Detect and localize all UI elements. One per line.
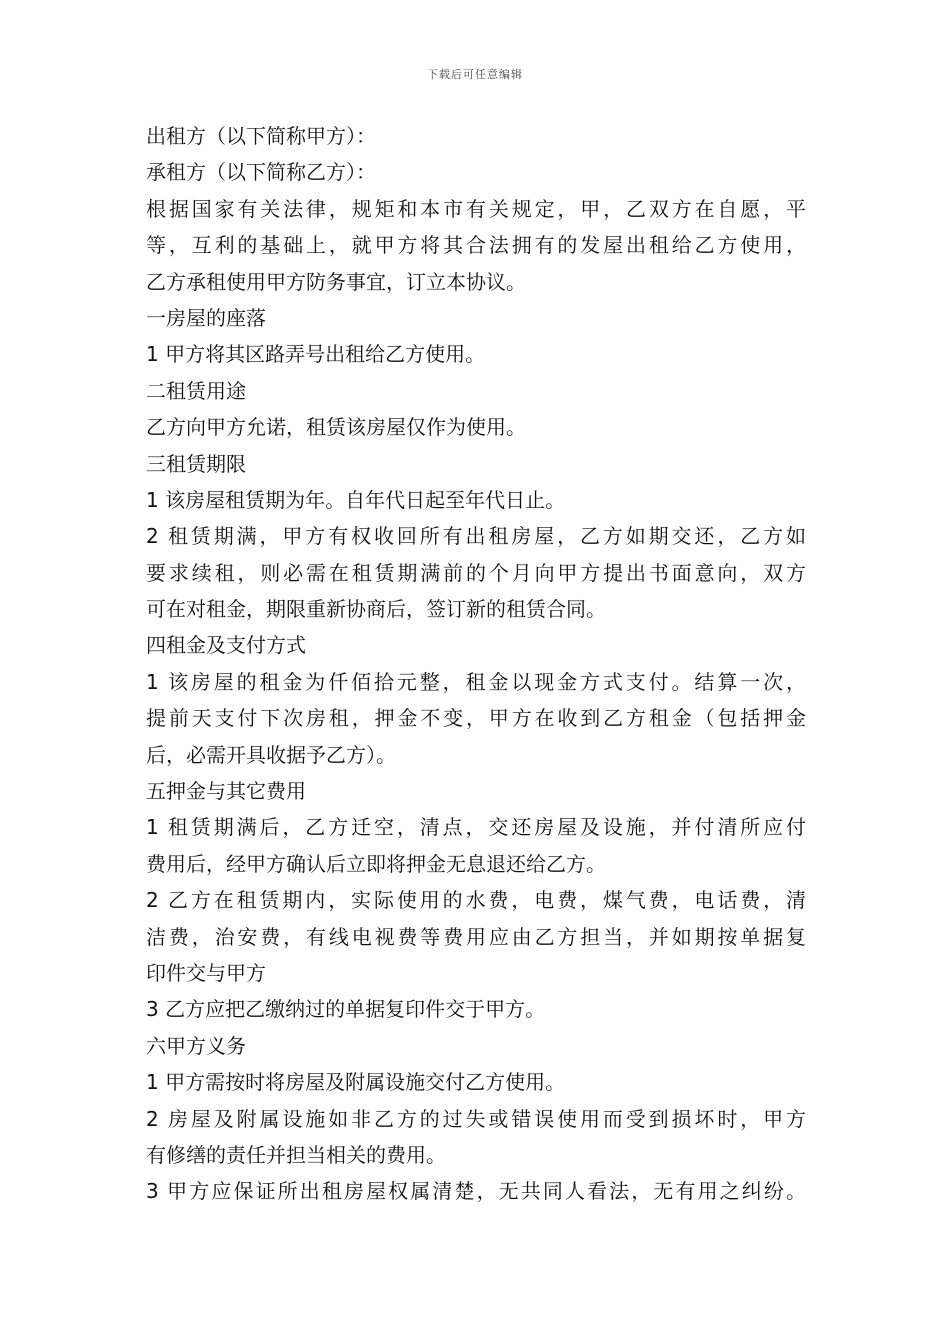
document-line: 3 甲方应保证所出租房屋权属清楚，无共同人看法，无有用之纠纷。	[146, 1179, 806, 1204]
document-line: 一房屋的座落	[146, 305, 266, 330]
document-line: 1 甲方需按时将房屋及附属设施交付乙方使用。	[146, 1070, 566, 1095]
document-line: 乙方向甲方允诺，租赁该房屋仅作为使用。	[146, 415, 526, 440]
document-line: 2 乙方在租赁期内，实际使用的水费，电费，煤气费，电话费，清	[146, 888, 806, 913]
document-line: 出租方（以下简称甲方）：	[146, 124, 376, 148]
document-line: 承租方（以下简称乙方）：	[146, 160, 376, 185]
document-line: 可在对租金，期限重新协商后，签订新的租赁合同。	[146, 597, 606, 622]
document-line: 1 租赁期满后，乙方迁空，清点，交还房屋及设施，并付清所应付	[146, 815, 806, 840]
document-line: 2 租赁期满，甲方有权收回所有出租房屋，乙方如期交还，乙方如	[146, 524, 806, 549]
document-line: 根据国家有关法律，规矩和本市有关规定，甲，乙双方在自愿，平	[146, 196, 806, 221]
document-line: 乙方承租使用甲方防务事宜，订立本协议。	[146, 269, 526, 294]
document-line: 1 甲方将其区路弄号出租给乙方使用。	[146, 342, 486, 367]
page-header: 下载后可任意编辑	[427, 68, 523, 81]
document-line: 1 该房屋的租金为仟佰拾元整，租金以现金方式支付。结算一次，	[146, 669, 806, 694]
document-line: 四租金及支付方式	[146, 633, 306, 658]
document-line: 要求续租，则必需在租赁期满前的个月向甲方提出书面意向，双方	[146, 560, 806, 585]
document-line: 五押金与其它费用	[146, 779, 306, 804]
document-line: 有修缮的责任并担当相关的费用。	[146, 1142, 446, 1167]
document-line: 印件交与甲方	[146, 960, 266, 985]
document-line: 提前天支付下次房租，押金不变，甲方在收到乙方租金（包括押金	[146, 706, 806, 731]
document-line: 等，互利的基础上，就甲方将其合法拥有的发屋出租给乙方使用，	[146, 233, 806, 258]
document-line: 后，必需开具收据予乙方）。	[146, 742, 396, 767]
document-line: 三租赁期限	[146, 451, 246, 476]
document-line: 1 该房屋租赁期为年。自年代日起至年代日止。	[146, 487, 566, 512]
document-line: 二租赁用途	[146, 378, 246, 403]
document-body	[146, 118, 806, 1210]
document-line: 3 乙方应把乙缴纳过的单据复印件交于甲方。	[146, 997, 546, 1022]
document-line: 2 房屋及附属设施如非乙方的过失或错误使用而受到损坏时，甲方	[146, 1106, 806, 1131]
document-line: 洁费，治安费，有线电视费等费用应由乙方担当，并如期按单据复	[146, 924, 806, 949]
document-line: 费用后，经甲方确认后立即将押金无息退还给乙方。	[146, 851, 606, 876]
document-line: 六甲方义务	[146, 1033, 246, 1058]
